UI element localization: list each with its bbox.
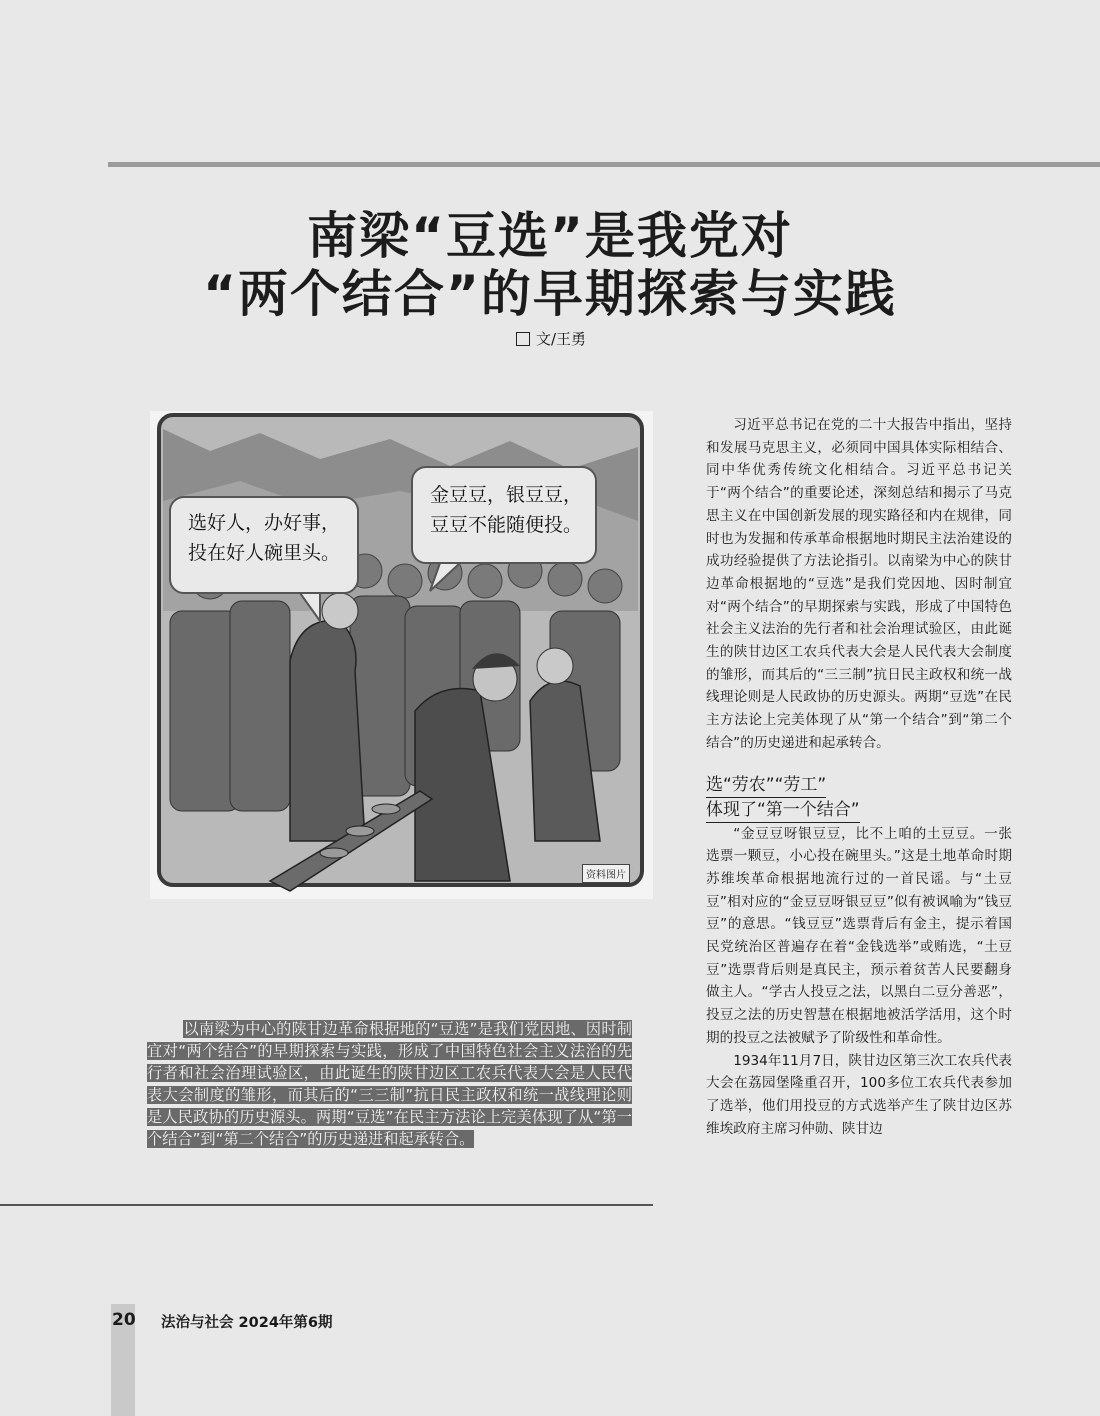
top-rule (108, 162, 1100, 167)
article-body (706, 414, 1012, 1140)
speech-bubble-right (430, 480, 582, 540)
pull-quote-text: 以南梁为中心的陕甘边革命根据地的“豆选”是我们党因地、因时制宜对“两个结合”的早期探索与实践，形成了中国特色社会主义法治的先行者和社会治理试验区，由此诞生的陕甘边区工农兵代表大会是人民代表大会制度的雏形，而其后的“三三制”抗日民主政权和统一战线理论则是人民政协的历史源头。两期“豆选”在民主方法论上完美体现了从“第一个结合”到“第二个结合”的历史递进和起承转合。 (147, 1020, 632, 1148)
journal-issue: 法治与社会 2024年第6期 (161, 1315, 333, 1331)
section-heading (706, 773, 1012, 823)
pull-quote-rule (0, 1204, 653, 1206)
square-bullet-icon (516, 332, 530, 346)
section-heading-line1: 选“劳农”“劳工” (706, 773, 826, 798)
article-title-line2: “两个结合”的早期探索与实践 (203, 265, 897, 323)
intro-paragraph: 习近平总书记在党的二十大报告中指出，坚持和发展马克思主义，必须同中国具体实际相结合、同中华优秀传统文化相结合。习近平总书记关于“两个结合”的重要论述，深刻总结和揭示了马克思主义在中国创新发展的现实路径和内在规律，同时也为发掘和传承革命根据地时期民主法治建设的成功经验提供了方法论指引。以南梁为中心的陕甘边革命根据地的“豆选”是我们党因地、因时制宜对“两个结合”的早期探索与实践，形成了中国特色社会主义法治的先行者和社会治理试验区，由此诞生的陕甘边区工农兵代表大会是人民代表大会制度的雏形，而其后的“三三制”抗日民主政权和统一战线理论则是人民政协的历史源头。两期“豆选”在民主方法论上完美体现了从“第一个结合”到“第二个结合”的历史递进和起承转合。 (706, 417, 1012, 751)
bubble-right-line2: 豆豆不能随便投。 (430, 514, 583, 536)
section-heading-line2: 体现了“第一个结合” (706, 798, 860, 823)
article-title-line1: 南梁“豆选”是我党对 (307, 207, 793, 265)
byline-text: 文/王勇 (536, 330, 587, 348)
pull-quote (147, 1018, 632, 1150)
bubble-left-line2: 投在好人碗里头。 (188, 542, 341, 564)
bubble-left-line1: 选好人，办好事， (188, 512, 341, 534)
paragraph-2: “金豆豆呀银豆豆，比不上咱的土豆豆。一张选票一颗豆，小心投在碗里头。”这是土地革命时期苏维埃革命根据地流行过的一首民谣。与“土豆豆”相对应的“金豆豆呀银豆豆”似有被讽喻为“钱豆豆”的意思。“钱豆豆”选票背后有金主，提示着国民党统治区普遍存在着“金钱选举”或贿选，“土豆豆”选票背后则是真民主，预示着贫苦人民要翻身做主人。“学古人投豆之法，以黑白二豆分善恶”，投豆之法的历史智慧在根据地被活学活用，这个时期的投豆之法被赋予了阶级性和革命性。 (706, 825, 1012, 1046)
byline (516, 328, 586, 349)
photo-credit: 资料图片 (582, 864, 630, 883)
page-number: 20 (112, 1310, 136, 1330)
speech-bubble-left (188, 508, 340, 568)
illustration (150, 411, 653, 899)
paragraph-3: 1934年11月7日，陕甘边区第三次工农兵代表大会在荔园堡隆重召开，100多位工农兵代表参加了选举，他们用投豆的方式选举产生了陕甘边区苏维埃政府主席习仲勋、陕甘边 (706, 1052, 1012, 1137)
bubble-right-line1: 金豆豆，银豆豆， (430, 484, 583, 506)
